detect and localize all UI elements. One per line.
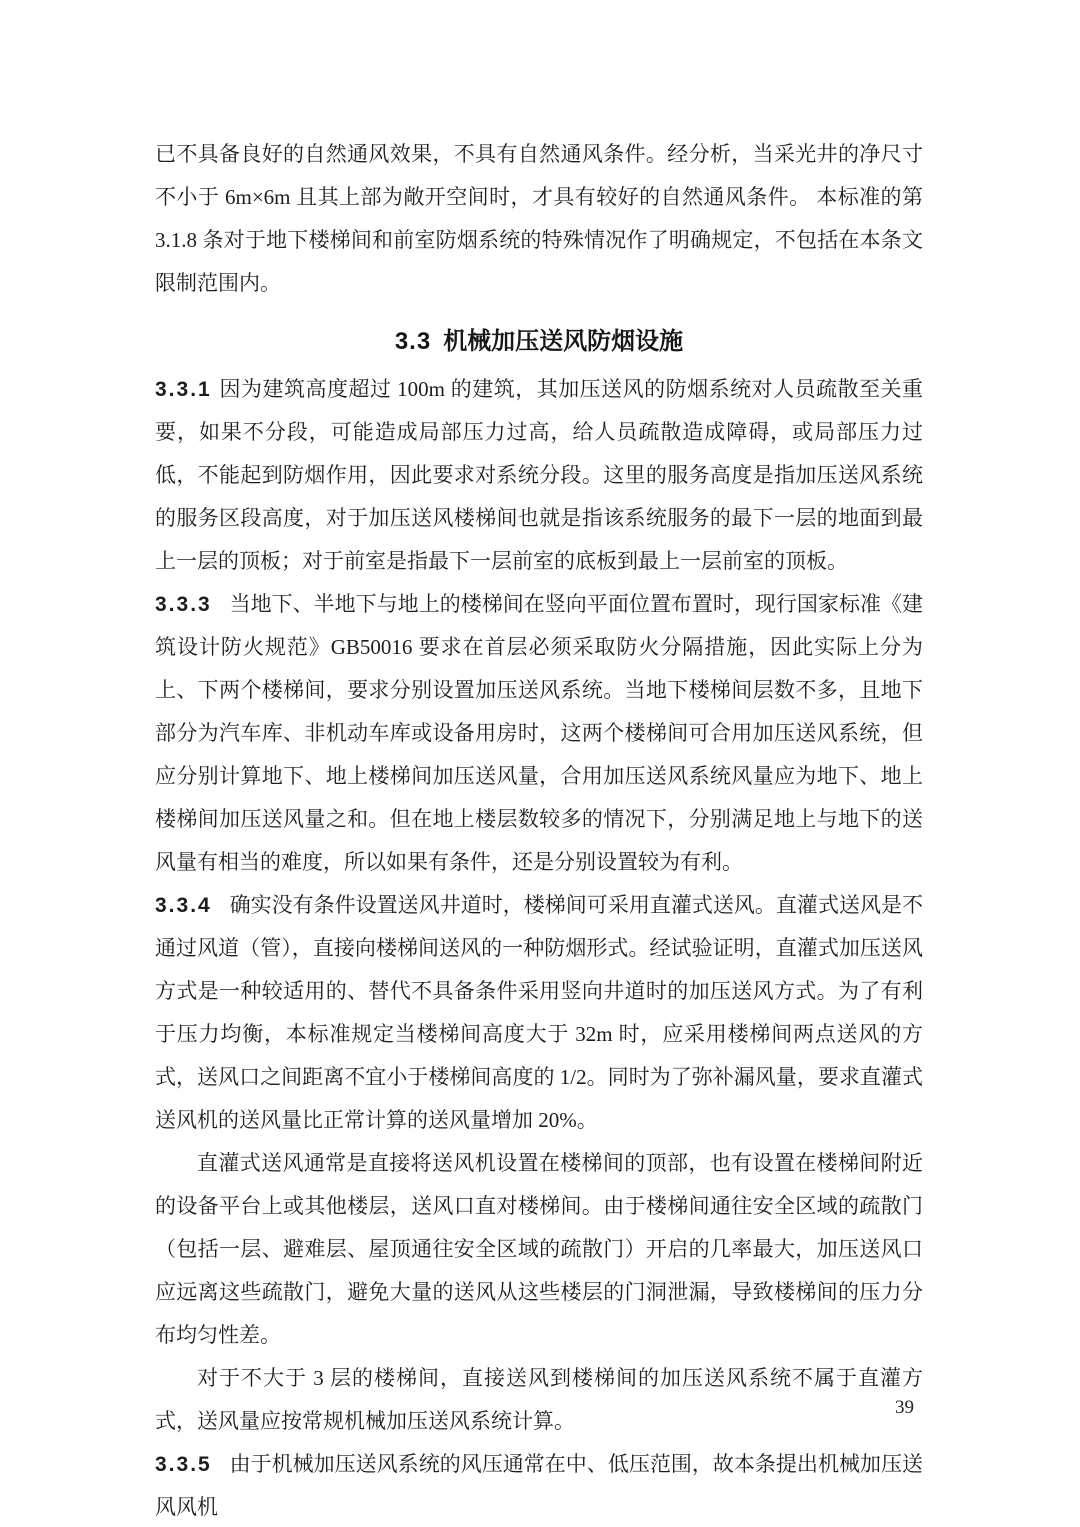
clause-paragraph bbox=[155, 1443, 923, 1527]
clause-paragraph bbox=[155, 884, 923, 1142]
clause-paragraph bbox=[155, 368, 923, 583]
continuation-paragraph: 已不具备良好的自然通风效果，不具有自然通风条件。经分析，当采光井的净尺寸不小于 6m×6m 且其上部为敞开空间时，才具有较好的自然通风条件。 本标准的第 3.1.8 条对于地下楼梯间和前室防烟系统的特殊情况作了明确规定，不包括在本条文限制范围内。 bbox=[155, 142, 923, 295]
clause-number: 3.3.4 bbox=[155, 894, 212, 917]
clause-number: 3.3.3 bbox=[155, 593, 212, 616]
clause-text: 由于机械加压送风系统的风压通常在中、低压范围，故本条提出机械加压送风风机 bbox=[155, 1452, 923, 1519]
clause-text: 因为建筑高度超过 100m 的建筑，其加压送风的防烟系统对人员疏散至关重要，如果不分段，可能造成局部压力过高，给人员疏散造成障碍，或局部压力过低，不能起到防烟作用，因此要求对系统分段。这里的服务高度是指加压送风系统的服务区段高度，对于加压送风楼梯间也就是指该系统服务的最下一层的地面到最上一层的顶板；对于前室是指最下一层前室的底板到最上一层前室的顶板。 bbox=[155, 377, 923, 573]
clause-number: 3.3.5 bbox=[155, 1453, 212, 1476]
page-content bbox=[155, 133, 923, 1527]
clause-paragraph bbox=[155, 583, 923, 884]
section-heading-number: 3.3 bbox=[394, 328, 432, 355]
clause-text: 当地下、半地下与地上的楼梯间在竖向平面位置布置时，现行国家标准《建筑设计防火规范》GB50016 要求在首层必须采取防火分隔措施，因此实际上分为上、下两个楼梯间，要求分别设置加压送风系统。当地下楼梯间层数不多，且地下部分为汽车库、非机动车库或设备用房时，这两个楼梯间可合用加压送风系统，但应分别计算地下、地上楼梯间加压送风量，合用加压送风系统风量应为地下、地上楼梯间加压送风量之和。但在地上楼层数较多的情况下，分别满足地上与地下的送风量有相当的难度，所以如果有条件，还是分别设置较为有利。 bbox=[155, 592, 923, 874]
clause-number: 3.3.1 bbox=[155, 378, 212, 401]
body-paragraph: 对于不大于 3 层的楼梯间，直接送风到楼梯间的加压送风系统不属于直灌方式，送风量应按常规机械加压送风系统计算。 bbox=[155, 1366, 923, 1433]
body-paragraph: 直灌式送风通常是直接将送风机设置在楼梯间的顶部，也有设置在楼梯间附近的设备平台上或其他楼层，送风口直对楼梯间。由于楼梯间通往安全区域的疏散门（包括一层、避难层、屋顶通往安全区域的疏散门）开启的几率最大，加压送风口应远离这些疏散门，避免大量的送风从这些楼层的门洞泄漏，导致楼梯间的压力分布均匀性差。 bbox=[155, 1151, 923, 1347]
section-heading bbox=[155, 320, 923, 363]
section-heading-title: 机械加压送风防烟设施 bbox=[443, 328, 684, 355]
clause-text: 确实没有条件设置送风井道时，楼梯间可采用直灌式送风。直灌式送风是不通过风道（管），直接向楼梯间送风的一种防烟形式。经试验证明，直灌式加压送风方式是一种较适用的、替代不具备条件采用竖向井道时的加压送风方式。为了有利于压力均衡，本标准规定当楼梯间高度大于 32m 时，应采用楼梯间两点送风的方式，送风口之间距离不宜小于楼梯间高度的 1/2。同时为了弥补漏风量，要求直灌式送风机的送风量比正常计算的送风量增加 20%。 bbox=[155, 893, 923, 1132]
page-number: 39 bbox=[895, 1397, 914, 1418]
